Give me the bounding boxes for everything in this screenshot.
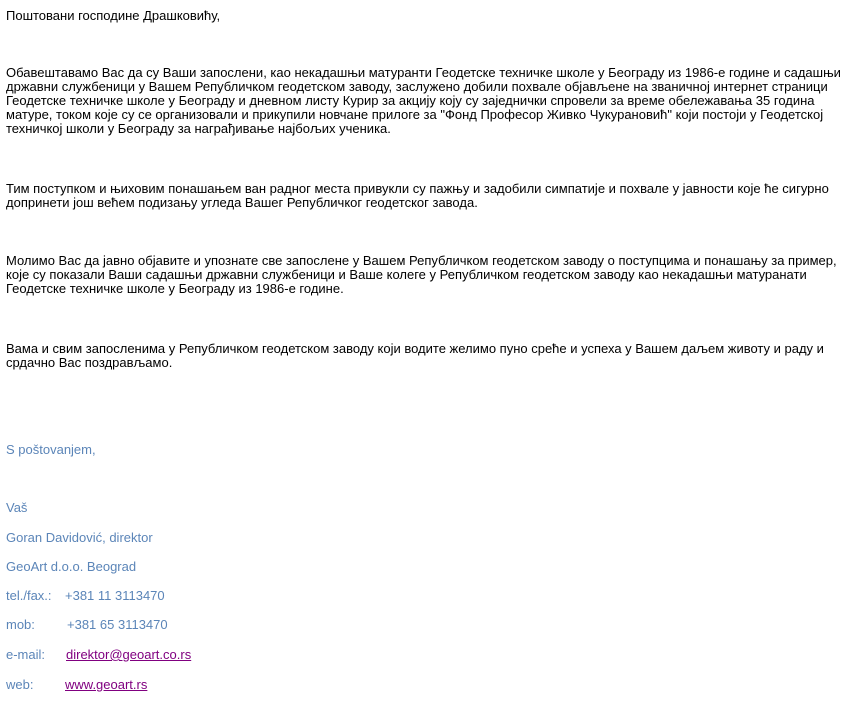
signature-web-row — [6, 677, 147, 693]
greeting: Поштовани господине Драшковићу, — [6, 8, 221, 23]
signature-mob-row — [6, 617, 168, 633]
paragraph-3: Молимо Вас да јавно објавите и упознате све запослене у Вашем Републичком геодетском заводу о поступцима и понашању за пример, које су показали Ваши садашњи државни службеници и Ваше колеге у Републичком геодетском заводу као некадашњи матуранати Геодетске техничке школе у Београду из 1986-е године. — [6, 253, 837, 296]
tel-value: +381 11 3113470 — [65, 588, 165, 603]
tel-label: tel./fax.: — [6, 588, 52, 603]
signature-tel-row — [6, 588, 165, 604]
web-link[interactable]: www.geoart.rs — [65, 677, 148, 692]
signature-email-row — [6, 647, 191, 663]
signature-vas: Vaš — [6, 500, 28, 515]
signature-name: Goran Davidović, direktor — [6, 530, 153, 545]
signature-company: GeoArt d.o.o. Beograd — [6, 559, 137, 574]
mob-value: +381 65 3113470 — [67, 617, 168, 632]
mob-label: mob: — [6, 617, 35, 632]
paragraph-2: Тим поступком и њиховим понашањем ван радног места привукли су пажњу и задобили симпатије и похвале у јавности које ће сигурно допринети још већем подизању угледа Вашег Републичког геодетског завода. — [6, 181, 829, 210]
web-label: web: — [6, 677, 34, 692]
paragraph-1: Обавештавамо Вас да су Ваши запослени, као некадашњи матуранти Геодетске техничке школе у Београду из 1986-е године и садашњи државни службеници у Вашем Републичком геодетском заводу, заслужено добили похвале објављене на званичној интернет страници Геодетске техничке школе у Београду и дневном листу Курир за акцију коју су заједнички спровели за време обележавања 35 година матуре, током које су се организовали и прикупили новчане прилоге за "Фонд Професор Живко Чукурановић" који постоји у Геодетској техничкој школи у Београду за награђивање најбољих ученика. — [6, 65, 841, 136]
email-label: e-mail: — [6, 647, 46, 662]
email-link[interactable]: direktor@geoart.co.rs — [66, 647, 192, 662]
paragraph-4: Вама и свим запосленима у Републичком геодетском заводу који водите желимо пуно среће и успеха у Вашем даљем животу и раду и срдачно Вас поздрављамо. — [6, 341, 824, 370]
signature-closing: S poštovanjem, — [6, 442, 96, 457]
